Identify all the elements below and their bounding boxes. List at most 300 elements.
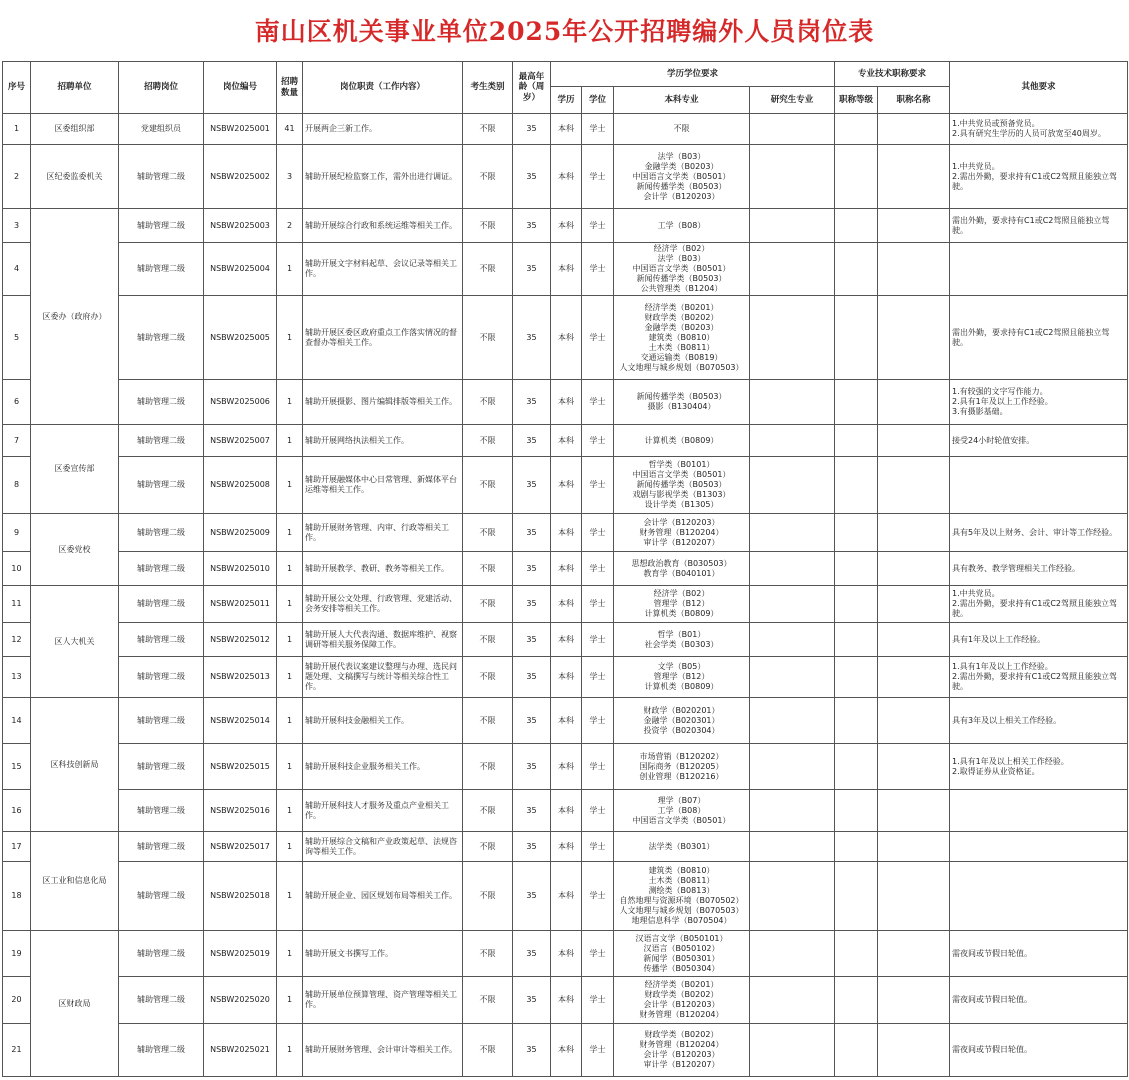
post-cell: 辅助管理二级 bbox=[119, 931, 204, 977]
major-item: 法学（B03） bbox=[657, 151, 706, 161]
title-name-cell bbox=[878, 296, 950, 380]
count-cell: 1 bbox=[277, 425, 303, 457]
post-cell: 辅助管理二级 bbox=[119, 552, 204, 586]
edu-cell: 本科 bbox=[551, 1024, 582, 1077]
count-cell: 41 bbox=[277, 114, 303, 145]
age-cell: 35 bbox=[513, 1024, 551, 1077]
duty-text: 辅助开展综合行政和系统运维等相关工作。 bbox=[305, 220, 457, 230]
duty-text: 辅助开展摄影、图片编辑排版等相关工作。 bbox=[305, 397, 457, 406]
code-cell: NSBW2025018 bbox=[204, 862, 277, 931]
header-code: 岗位编号 bbox=[204, 62, 277, 114]
undergrad-majors-cell bbox=[614, 457, 750, 514]
code-cell: NSBW2025010 bbox=[204, 552, 277, 586]
category-cell: 不限 bbox=[463, 698, 513, 744]
title-name-cell bbox=[878, 790, 950, 832]
major-item: 地理信息科学（B070504） bbox=[631, 916, 732, 925]
major-item: 教育学（B040101） bbox=[643, 568, 720, 578]
table-row bbox=[3, 657, 1128, 698]
title-name-cell bbox=[878, 209, 950, 243]
grad-majors-cell bbox=[750, 209, 835, 243]
title-name-cell bbox=[878, 586, 950, 623]
title-level-cell bbox=[835, 790, 878, 832]
post-cell: 辅助管理二级 bbox=[119, 425, 204, 457]
post-cell: 辅助管理二级 bbox=[119, 209, 204, 243]
requirement-item: 1.具有1年及以上相关工作经验。 bbox=[952, 756, 1069, 766]
duty-cell bbox=[303, 514, 463, 552]
degree-cell: 学士 bbox=[582, 209, 614, 243]
post-cell: 辅助管理二级 bbox=[119, 977, 204, 1024]
edu-cell: 本科 bbox=[551, 425, 582, 457]
code-cell: NSBW2025003 bbox=[204, 209, 277, 243]
degree-cell: 学士 bbox=[582, 114, 614, 145]
post-cell: 辅助管理二级 bbox=[119, 862, 204, 931]
other-requirements-cell bbox=[950, 243, 1128, 296]
count-cell: 1 bbox=[277, 457, 303, 514]
major-item: 哲学类（B0101） bbox=[648, 460, 715, 469]
degree-cell: 学士 bbox=[582, 832, 614, 862]
other-requirements-cell bbox=[950, 425, 1128, 457]
edu-cell: 本科 bbox=[551, 209, 582, 243]
major-item: 投资学（B020304） bbox=[643, 725, 720, 735]
duty-cell bbox=[303, 243, 463, 296]
table-row bbox=[3, 114, 1128, 145]
title-name-cell bbox=[878, 380, 950, 425]
count-cell: 1 bbox=[277, 1024, 303, 1077]
table-row bbox=[3, 586, 1128, 623]
post-cell: 辅助管理二级 bbox=[119, 380, 204, 425]
grad-majors-cell bbox=[750, 114, 835, 145]
grad-majors-cell bbox=[750, 586, 835, 623]
seq-cell: 8 bbox=[3, 457, 31, 514]
code-cell: NSBW2025015 bbox=[204, 744, 277, 790]
title-level-cell bbox=[835, 209, 878, 243]
major-item: 摄影（B130404） bbox=[647, 402, 716, 411]
header-age: 最高年龄（周岁） bbox=[513, 62, 551, 114]
category-cell: 不限 bbox=[463, 744, 513, 790]
major-item: 测绘类（B0813） bbox=[648, 886, 715, 895]
edu-cell: 本科 bbox=[551, 931, 582, 977]
major-item: 建筑类（B0810） bbox=[648, 332, 715, 342]
header-category: 考生类别 bbox=[463, 62, 513, 114]
age-cell: 35 bbox=[513, 457, 551, 514]
duty-cell bbox=[303, 832, 463, 862]
edu-cell: 本科 bbox=[551, 296, 582, 380]
degree-cell: 学士 bbox=[582, 586, 614, 623]
code-cell: NSBW2025008 bbox=[204, 457, 277, 514]
major-item: 人文地理与城乡规划（B070503） bbox=[619, 362, 744, 372]
undergrad-majors-cell bbox=[614, 586, 750, 623]
major-item: 中国语言文学类（B0501） bbox=[632, 815, 731, 825]
code-cell: NSBW2025013 bbox=[204, 657, 277, 698]
post-cell: 辅助管理二级 bbox=[119, 1024, 204, 1077]
title-name-cell bbox=[878, 1024, 950, 1077]
duty-cell bbox=[303, 931, 463, 977]
title-level-cell bbox=[835, 586, 878, 623]
grad-majors-cell bbox=[750, 457, 835, 514]
table-row bbox=[3, 790, 1128, 832]
major-item: 新闻传播学类（B0503） bbox=[636, 274, 727, 283]
age-cell: 35 bbox=[513, 744, 551, 790]
major-item: 文学（B05） bbox=[657, 662, 706, 671]
other-requirements-cell bbox=[950, 931, 1128, 977]
other-requirements-cell bbox=[950, 623, 1128, 657]
header-count: 招聘数量 bbox=[277, 62, 303, 114]
title-name-cell bbox=[878, 862, 950, 931]
title-level-cell bbox=[835, 514, 878, 552]
other-requirements-cell bbox=[950, 514, 1128, 552]
duty-text: 辅助开展代表议案建议整理与办理、选民问题处理、文稿撰写与统计等相关综合性工作。 bbox=[305, 662, 457, 691]
count-cell: 1 bbox=[277, 623, 303, 657]
post-cell: 党建组织员 bbox=[119, 114, 204, 145]
grad-majors-cell bbox=[750, 657, 835, 698]
code-cell: NSBW2025005 bbox=[204, 296, 277, 380]
table-row bbox=[3, 977, 1128, 1024]
major-item: 会计学（B120203） bbox=[643, 191, 720, 201]
major-item: 汉语言文学（B050101） bbox=[635, 933, 728, 943]
duty-text: 辅助开展融媒体中心日常管理、新媒体平台运维等相关工作。 bbox=[305, 475, 457, 494]
title-name-cell bbox=[878, 931, 950, 977]
other-requirements-cell bbox=[950, 586, 1128, 623]
duty-text: 辅助开展科技金融相关工作。 bbox=[305, 715, 409, 725]
duty-cell bbox=[303, 790, 463, 832]
degree-cell: 学士 bbox=[582, 931, 614, 977]
age-cell: 35 bbox=[513, 977, 551, 1024]
major-item: 金融学（B020301） bbox=[643, 715, 720, 725]
category-cell: 不限 bbox=[463, 514, 513, 552]
requirement-item: 需夜间或节假日轮值。 bbox=[952, 1045, 1033, 1054]
major-item: 公共管理类（B1204） bbox=[640, 284, 723, 293]
edu-cell: 本科 bbox=[551, 832, 582, 862]
major-item: 工学（B08） bbox=[657, 805, 706, 815]
other-requirements-cell bbox=[950, 832, 1128, 862]
degree-cell: 学士 bbox=[582, 145, 614, 209]
seq-cell: 2 bbox=[3, 145, 31, 209]
duty-cell bbox=[303, 698, 463, 744]
title-name-cell bbox=[878, 457, 950, 514]
requirement-item: 具有3年及以上相关工作经验。 bbox=[952, 715, 1062, 725]
table-row bbox=[3, 514, 1128, 552]
major-item: 会计学（B120203） bbox=[643, 1050, 720, 1059]
major-item: 计算机类（B0809） bbox=[644, 682, 719, 691]
major-item: 汉语言（B050102） bbox=[643, 943, 720, 953]
requirement-item: 1.具有1年及以上工作经验。 bbox=[952, 662, 1053, 671]
major-item: 新闻传播学类（B0503） bbox=[636, 392, 727, 401]
header-title-name: 职称名称 bbox=[878, 87, 950, 114]
post-cell: 辅助管理二级 bbox=[119, 243, 204, 296]
requirement-item: 2.需出外勤，要求持有C1或C2驾照且能独立驾驶。 bbox=[952, 672, 1118, 691]
age-cell: 35 bbox=[513, 380, 551, 425]
duty-cell bbox=[303, 977, 463, 1024]
duty-text: 辅助开展企业、园区规划布局等相关工作。 bbox=[305, 891, 457, 900]
duty-text: 辅助开展文书撰写工作。 bbox=[305, 948, 393, 958]
seq-cell: 4 bbox=[3, 243, 31, 296]
major-item: 市场营销（B120202） bbox=[639, 751, 724, 761]
table-row bbox=[3, 931, 1128, 977]
requirement-item: 具有教务、教学管理相关工作经验。 bbox=[952, 563, 1081, 573]
duty-text: 辅助开展区委区政府重点工作落实情况的督查督办等相关工作。 bbox=[305, 327, 457, 347]
category-cell: 不限 bbox=[463, 145, 513, 209]
title-level-cell bbox=[835, 145, 878, 209]
duty-text: 辅助开展综合文稿和产业政策起草、法规咨询等相关工作。 bbox=[305, 836, 457, 856]
age-cell: 35 bbox=[513, 552, 551, 586]
undergrad-majors-cell bbox=[614, 931, 750, 977]
code-cell: NSBW2025014 bbox=[204, 698, 277, 744]
unit-cell: 区纪委监委机关 bbox=[31, 145, 119, 209]
duty-text: 辅助开展科技人才服务及重点产业相关工作。 bbox=[305, 800, 449, 820]
count-cell: 1 bbox=[277, 790, 303, 832]
category-cell: 不限 bbox=[463, 243, 513, 296]
header-title-level: 职称等级 bbox=[835, 87, 878, 114]
edu-cell: 本科 bbox=[551, 586, 582, 623]
duty-cell bbox=[303, 657, 463, 698]
degree-cell: 学士 bbox=[582, 698, 614, 744]
major-item: 审计学（B120207） bbox=[643, 537, 720, 547]
other-requirements-cell bbox=[950, 1024, 1128, 1077]
count-cell: 1 bbox=[277, 657, 303, 698]
title-level-cell bbox=[835, 425, 878, 457]
edu-cell: 本科 bbox=[551, 552, 582, 586]
header-other: 其他要求 bbox=[950, 62, 1128, 114]
requirement-item: 1.中共党员。 bbox=[952, 589, 1000, 598]
post-cell: 辅助管理二级 bbox=[119, 623, 204, 657]
unit-cell: 区科技创新局 bbox=[31, 698, 119, 832]
category-cell: 不限 bbox=[463, 1024, 513, 1077]
seq-cell: 7 bbox=[3, 425, 31, 457]
requirement-item: 1.有较强的文字写作能力。 bbox=[952, 387, 1048, 396]
major-item: 中国语言文学类（B0501） bbox=[632, 470, 731, 479]
seq-cell: 15 bbox=[3, 744, 31, 790]
major-item: 传播学（B050304） bbox=[643, 963, 720, 973]
count-cell: 1 bbox=[277, 243, 303, 296]
duty-cell bbox=[303, 457, 463, 514]
post-cell: 辅助管理二级 bbox=[119, 744, 204, 790]
duty-cell bbox=[303, 209, 463, 243]
header-seq: 序号 bbox=[3, 62, 31, 114]
title-level-cell bbox=[835, 657, 878, 698]
count-cell: 1 bbox=[277, 552, 303, 586]
major-item: 会计学（B120203） bbox=[643, 1000, 720, 1009]
post-cell: 辅助管理二级 bbox=[119, 586, 204, 623]
table-row bbox=[3, 380, 1128, 425]
degree-cell: 学士 bbox=[582, 790, 614, 832]
age-cell: 35 bbox=[513, 623, 551, 657]
positions-table bbox=[2, 61, 1128, 1077]
duty-text: 辅助开展教学、教研、教务等相关工作。 bbox=[305, 563, 449, 573]
unit-cell: 区委宣传部 bbox=[31, 425, 119, 514]
count-cell: 1 bbox=[277, 832, 303, 862]
category-cell: 不限 bbox=[463, 425, 513, 457]
count-cell: 1 bbox=[277, 698, 303, 744]
undergrad-majors-cell bbox=[614, 698, 750, 744]
duty-text: 辅助开展公文处理、行政管理、党建活动、会务安排等相关工作。 bbox=[305, 594, 457, 613]
code-cell: NSBW2025017 bbox=[204, 832, 277, 862]
requirement-item: 需出外勤，要求持有C1或C2驾照且能独立驾驶。 bbox=[952, 327, 1110, 347]
major-item: 中国语言文学类（B0501） bbox=[632, 264, 731, 273]
title-bar bbox=[0, 0, 1129, 60]
code-cell: NSBW2025006 bbox=[204, 380, 277, 425]
other-requirements-cell bbox=[950, 744, 1128, 790]
other-requirements-cell bbox=[950, 114, 1128, 145]
major-item: 中国语言文学类（B0501） bbox=[632, 171, 731, 181]
category-cell: 不限 bbox=[463, 977, 513, 1024]
major-item: 计算机类（B0809） bbox=[644, 609, 719, 618]
seq-cell: 19 bbox=[3, 931, 31, 977]
other-requirements-cell bbox=[950, 209, 1128, 243]
edu-cell: 本科 bbox=[551, 145, 582, 209]
age-cell: 35 bbox=[513, 296, 551, 380]
category-cell: 不限 bbox=[463, 457, 513, 514]
age-cell: 35 bbox=[513, 790, 551, 832]
category-cell: 不限 bbox=[463, 296, 513, 380]
table-row bbox=[3, 552, 1128, 586]
seq-cell: 1 bbox=[3, 114, 31, 145]
grad-majors-cell bbox=[750, 514, 835, 552]
grad-majors-cell bbox=[750, 977, 835, 1024]
grad-majors-cell bbox=[750, 145, 835, 209]
table-row bbox=[3, 832, 1128, 862]
table-row bbox=[3, 1024, 1128, 1077]
other-requirements-cell bbox=[950, 457, 1128, 514]
major-item: 土木类（B0811） bbox=[648, 876, 715, 885]
title-level-cell bbox=[835, 552, 878, 586]
code-cell: NSBW2025001 bbox=[204, 114, 277, 145]
requirement-item: 3.有摄影基础。 bbox=[952, 407, 1008, 416]
major-item: 财政学类（B0202） bbox=[644, 1030, 719, 1039]
grad-majors-cell bbox=[750, 744, 835, 790]
title-level-cell bbox=[835, 243, 878, 296]
duty-cell bbox=[303, 552, 463, 586]
code-cell: NSBW2025009 bbox=[204, 514, 277, 552]
degree-cell: 学士 bbox=[582, 296, 614, 380]
major-item: 经济学类（B0201） bbox=[644, 302, 719, 312]
edu-cell: 本科 bbox=[551, 862, 582, 931]
undergrad-majors-cell bbox=[614, 145, 750, 209]
title-level-cell bbox=[835, 977, 878, 1024]
count-cell: 1 bbox=[277, 586, 303, 623]
title-name-cell bbox=[878, 425, 950, 457]
edu-cell: 本科 bbox=[551, 380, 582, 425]
duty-text: 辅助开展人大代表沟通、数据库维护、视察调研等相关服务保障工作。 bbox=[305, 629, 457, 649]
table-row bbox=[3, 145, 1128, 209]
duty-cell bbox=[303, 425, 463, 457]
header-edu-group: 学历学位要求 bbox=[551, 62, 835, 87]
degree-cell: 学士 bbox=[582, 457, 614, 514]
degree-cell: 学士 bbox=[582, 243, 614, 296]
undergrad-majors-cell bbox=[614, 296, 750, 380]
title-name-cell bbox=[878, 832, 950, 862]
duty-text: 辅助开展财务管理、内审、行政等相关工作。 bbox=[305, 522, 449, 542]
title-name-cell bbox=[878, 698, 950, 744]
count-cell: 1 bbox=[277, 514, 303, 552]
requirement-item: 2.具有1年及以上工作经验。 bbox=[952, 397, 1053, 406]
major-item: 审计学（B120207） bbox=[643, 1060, 720, 1069]
duty-text: 辅助开展财务管理、会计审计等相关工作。 bbox=[305, 1045, 457, 1054]
major-item: 法学（B03） bbox=[657, 254, 706, 263]
code-cell: NSBW2025011 bbox=[204, 586, 277, 623]
post-cell: 辅助管理二级 bbox=[119, 514, 204, 552]
seq-cell: 12 bbox=[3, 623, 31, 657]
degree-cell: 学士 bbox=[582, 514, 614, 552]
category-cell: 不限 bbox=[463, 552, 513, 586]
undergrad-majors-cell bbox=[614, 832, 750, 862]
seq-cell: 13 bbox=[3, 657, 31, 698]
grad-majors-cell bbox=[750, 832, 835, 862]
title-level-cell bbox=[835, 931, 878, 977]
age-cell: 35 bbox=[513, 243, 551, 296]
duty-cell bbox=[303, 1024, 463, 1077]
requirement-item: 2.需出外勤，要求持有C1或C2驾照且能独立驾驶。 bbox=[952, 171, 1118, 191]
grad-majors-cell bbox=[750, 552, 835, 586]
grad-majors-cell bbox=[750, 623, 835, 657]
header-degree: 学位 bbox=[582, 87, 614, 114]
major-item: 财政学（B020201） bbox=[643, 705, 720, 715]
duty-cell bbox=[303, 296, 463, 380]
age-cell: 35 bbox=[513, 425, 551, 457]
major-item: 工学（B08） bbox=[657, 220, 706, 230]
requirement-item: 2.取得证券从业资格证。 bbox=[952, 766, 1040, 776]
post-cell: 辅助管理二级 bbox=[119, 832, 204, 862]
title-level-cell bbox=[835, 1024, 878, 1077]
table-row bbox=[3, 862, 1128, 931]
degree-cell: 学士 bbox=[582, 977, 614, 1024]
requirement-item: 1.中共党员。 bbox=[952, 161, 1000, 171]
grad-majors-cell bbox=[750, 931, 835, 977]
post-cell: 辅助管理二级 bbox=[119, 790, 204, 832]
unit-cell: 区工业和信息化局 bbox=[31, 832, 119, 931]
degree-cell: 学士 bbox=[582, 380, 614, 425]
count-cell: 1 bbox=[277, 380, 303, 425]
category-cell: 不限 bbox=[463, 623, 513, 657]
other-requirements-cell bbox=[950, 296, 1128, 380]
seq-cell: 9 bbox=[3, 514, 31, 552]
major-item: 经济学（B02） bbox=[653, 589, 710, 598]
header-duty: 岗位职责（工作内容） bbox=[303, 62, 463, 114]
major-item: 经济学类（B0201） bbox=[644, 980, 719, 989]
code-cell: NSBW2025002 bbox=[204, 145, 277, 209]
header-title-group: 专业技术职称要求 bbox=[835, 62, 950, 87]
major-item: 计算机类（B0809） bbox=[644, 435, 719, 445]
code-cell: NSBW2025004 bbox=[204, 243, 277, 296]
grad-majors-cell bbox=[750, 790, 835, 832]
category-cell: 不限 bbox=[463, 586, 513, 623]
requirement-item: 具有1年及以上工作经验。 bbox=[952, 634, 1046, 644]
major-item: 金融学类（B0203） bbox=[644, 322, 719, 332]
title-name-cell bbox=[878, 744, 950, 790]
title-level-cell bbox=[835, 114, 878, 145]
grad-majors-cell bbox=[750, 425, 835, 457]
age-cell: 35 bbox=[513, 145, 551, 209]
requirement-item: 1.中共党员或预备党员。 bbox=[952, 119, 1040, 128]
grad-majors-cell bbox=[750, 1024, 835, 1077]
major-item: 设计学类（B1305） bbox=[644, 500, 719, 509]
major-item: 管理学（B12） bbox=[653, 599, 710, 608]
edu-cell: 本科 bbox=[551, 243, 582, 296]
other-requirements-cell bbox=[950, 698, 1128, 744]
major-item: 经济学（B02） bbox=[653, 244, 710, 253]
requirement-item: 具有5年及以上财务、会计、审计等工作经验。 bbox=[952, 527, 1118, 537]
degree-cell: 学士 bbox=[582, 552, 614, 586]
seq-cell: 6 bbox=[3, 380, 31, 425]
seq-cell: 5 bbox=[3, 296, 31, 380]
major-item: 思想政治教育（B030503） bbox=[631, 558, 732, 568]
duty-cell bbox=[303, 623, 463, 657]
seq-cell: 14 bbox=[3, 698, 31, 744]
edu-cell: 本科 bbox=[551, 698, 582, 744]
edu-cell: 本科 bbox=[551, 514, 582, 552]
duty-text: 辅助开展文字材料起草、会议记录等相关工作。 bbox=[305, 259, 457, 278]
requirement-item: 2.需出外勤，要求持有C1或C2驾照且能独立驾驶。 bbox=[952, 599, 1118, 618]
age-cell: 35 bbox=[513, 832, 551, 862]
